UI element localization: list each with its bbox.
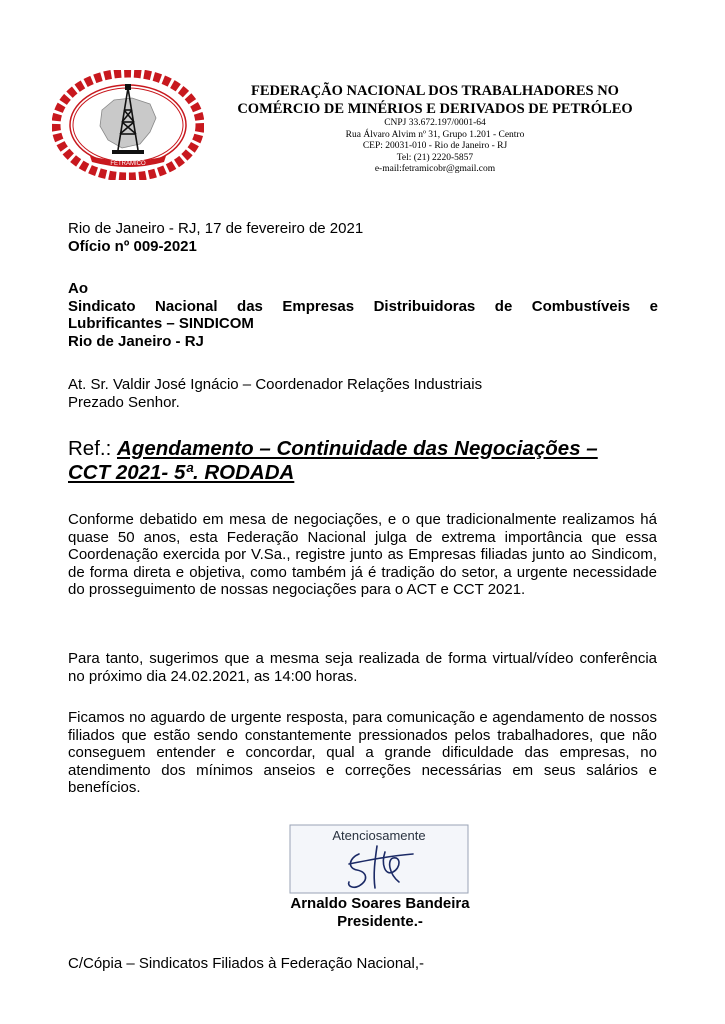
attention-block [68, 376, 658, 411]
letterhead-title-line2: COMÉRCIO DE MINÉRIOS E DERIVADOS DE PETRÓLEO [237, 101, 633, 117]
copy-line: C/Cópia – Sindicatos Filiados à Federação Nacional,- [68, 955, 425, 972]
office-number: Ofício nº 009-2021 [68, 237, 197, 255]
paragraph-2: Para tanto, sugerimos que a mesma seja realizada de forma virtual/vídeo conferência no próximo dia 24.02.2021, as 14:00 horas. [68, 650, 657, 685]
paragraph-1: Conforme debatido em mesa de negociações, e o que tradicionalmente realizamos há quase 50 anos, esta Federação Nacional julga de extrema importância que essa Coordenação exercida por V.Sa., registre junto as Empresas filiadas junto ao Sindicom, de forma direta e objetiva, como também já é tradição do setor, a urgente necessidade do prosseguimento de nossas negociações para o ACT e CCT 2021. [68, 511, 657, 599]
letterhead-tel: Tel: (21) 2220-5857 [396, 152, 474, 163]
signer-name: Arnaldo Soares Bandeira [290, 895, 470, 912]
reference-heading [68, 437, 668, 485]
letterhead-cnpj: CNPJ 33.672.197/0001-64 [384, 118, 486, 128]
letterhead-email: e-mail:fetramicobr@gmail.com [374, 164, 496, 175]
salutation: Prezado Senhor. [68, 393, 180, 411]
place-date: Rio de Janeiro - RJ, 17 de fevereiro de 2021 [68, 220, 364, 237]
letterhead-contact [200, 118, 670, 176]
signature-stamp [289, 824, 469, 894]
letterhead-cep: CEP: 20031-010 - Rio de Janeiro - RJ [362, 141, 508, 152]
recipient-block [68, 280, 658, 350]
federation-logo [52, 70, 204, 180]
signer-block [230, 895, 530, 931]
attention-line: At. Sr. Valdir José Ignácio – Coordenador Relações Industriais [68, 376, 483, 393]
signer-title: Presidente.- [337, 913, 423, 930]
letterhead-title-line1: FEDERAÇÃO NACIONAL DOS TRABALHADORES NO [251, 83, 619, 99]
recipient-city: Rio de Janeiro - RJ [68, 332, 204, 350]
recipient-to: Ao [68, 280, 88, 297]
letter-header [68, 220, 658, 255]
recipient-line1: Sindicato Nacional das Empresas Distribuidoras de Combustíveis e [68, 297, 658, 315]
reference-label: Ref.: [68, 437, 117, 460]
reference-title-line2: CCT 2021- 5ª. RODADA [68, 461, 295, 484]
reference-title-line1: Agendamento – Continuidade das Negociações – [117, 437, 598, 460]
closing-text: Atenciosamente [332, 828, 426, 843]
letterhead-address: Rua Álvaro Alvim nº 31, Grupo 1.201 - Centro [345, 129, 525, 140]
svg-text:FETRAMICO: FETRAMICO [110, 161, 146, 167]
paragraph-3: Ficamos no aguardo de urgente resposta, para comunicação e agendamento de nossos filiados que estão sendo constantemente pressionados pelos trabalhadores, que não conseguem entender e concordar, qual a grande dificuldade das empresas, no atendimento dos mínimos anseios e correções necessárias em seus salários e benefícios. [68, 709, 657, 797]
recipient-line2: Lubrificantes – SINDICOM [68, 315, 254, 333]
letterhead-title [200, 82, 670, 118]
